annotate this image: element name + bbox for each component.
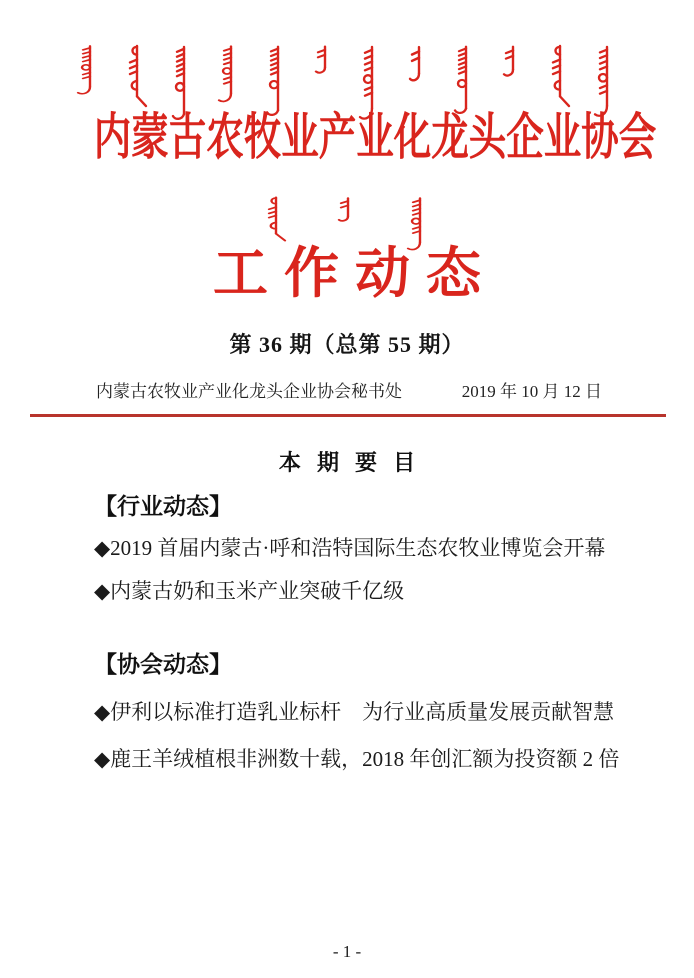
mongolian-word-icon xyxy=(405,44,431,82)
publish-date: 2019 年 10 月 12 日 xyxy=(461,382,602,401)
publisher: 内蒙古农牧业产业化龙头企业协会秘书处 xyxy=(96,382,402,401)
mongolian-word-icon xyxy=(311,44,337,74)
mongolian-word-icon xyxy=(499,44,525,77)
mongolian-word-icon xyxy=(217,44,243,104)
section-title-industry: 【行业动态】 xyxy=(94,493,232,519)
org-title-text: 内蒙古农牧业产业化龙头企业协会 xyxy=(93,109,657,165)
byline xyxy=(0,377,694,402)
issue-number: 第 36 期（总第 55 期） xyxy=(229,332,465,357)
contents-heading: 本 期 要 目 xyxy=(278,450,421,475)
bulletin-title: 工作动态 xyxy=(212,243,497,304)
toc-item: ◆伊利以标准打造乳业标杆 为行业高质量发展贡献智慧 xyxy=(94,700,615,724)
page-number: - 1 - xyxy=(332,942,362,961)
toc-item: ◆内蒙古奶和玉米产业突破千亿级 xyxy=(94,579,405,603)
toc-item: ◆2019 首届内蒙古·呼和浩特国际生态农牧业博览会开幕 xyxy=(94,536,606,560)
mongolian-word-icon xyxy=(123,44,149,108)
divider-rule xyxy=(30,414,666,417)
mongolian-word-icon xyxy=(264,44,290,116)
section-title-association: 【协会动态】 xyxy=(94,651,232,677)
mongolian-word-icon xyxy=(546,44,572,108)
org-title xyxy=(0,110,694,165)
mongolian-word-icon xyxy=(452,44,478,114)
mongolian-word-icon xyxy=(262,196,288,242)
mongolian-word-icon xyxy=(334,196,360,222)
toc-item: ◆鹿王羊绒植根非洲数十载，2018 年创汇额为投资额 2 倍 xyxy=(94,747,620,771)
mongolian-word-icon xyxy=(593,44,619,119)
mongolian-word-icon xyxy=(76,44,102,96)
